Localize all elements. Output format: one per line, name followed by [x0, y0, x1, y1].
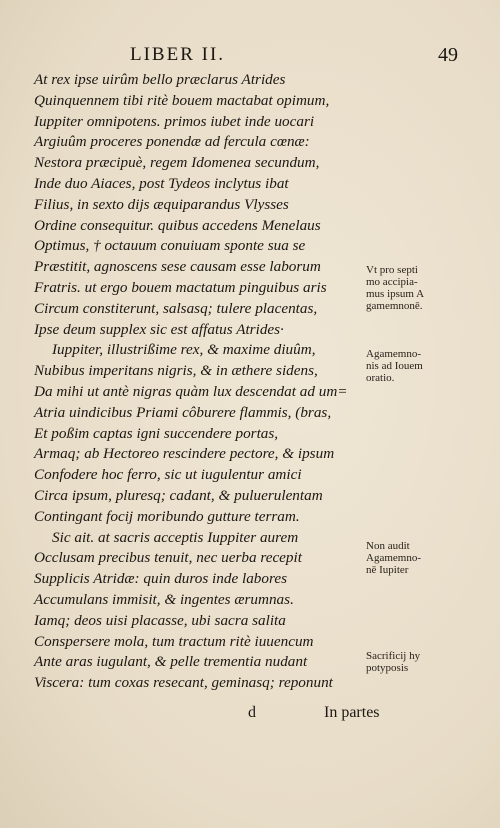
verse-line: Quinquennem tibi ritè bouem mactabat opimum,	[34, 91, 330, 109]
verse-line: Nubibus imperitans nigris, & in æthere sidens,	[34, 362, 318, 380]
signature-mark: d	[248, 704, 256, 721]
verse-line: Iuppiter omnipotens. primos iubet inde uocari	[34, 112, 315, 130]
verse-line: Inde duo Aiaces, post Tydeos inclytus ibat	[34, 174, 289, 192]
verse-line: Confodere hoc ferro, sic ut iugulentur amici	[34, 466, 302, 484]
verse-line: Conspersere mola, tum tractum ritè iuuencum	[34, 632, 314, 650]
verse-line: Atria uindicibus Priami côburere flammis, (bras,	[34, 403, 332, 421]
verse-line: Supplicis Atridæ: quin duros inde labores	[34, 570, 287, 588]
verse-line: Circum constiterunt, salsasq; tulere placentas,	[34, 299, 318, 317]
running-title: LIBER II.	[130, 44, 226, 65]
verse-line: Ipse deum supplex sic est affatus Atrides·	[34, 320, 284, 338]
verse-line: Optimus, † octauum conuiuam sponte sua se	[34, 237, 306, 255]
verse-line: Armaq; ab Hectoreo rescindere pectore, & ipsum	[34, 445, 335, 463]
page-header	[0, 44, 500, 70]
margin-note: Non audit Agamemno- nē Iupiter	[366, 540, 421, 576]
verse-line: Ordine consequitur. quibus accedens Menelaus	[34, 216, 321, 234]
verse-line: Argiuûm proceres ponendæ ad fercula cœnæ:	[34, 133, 310, 151]
verse-line: Præstitit, agnoscens sese causam esse laborum	[34, 258, 321, 276]
folio-number: 49	[438, 44, 458, 66]
verse-line: Nestora præcipuè, regem Idomenea secundum,	[34, 154, 320, 172]
verse-line: Iamq; deos uisi placasse, ubi sacra salita	[34, 611, 286, 629]
verse-line: Fratris. ut ergo bouem mactatum pinguibus aris	[34, 278, 327, 296]
verse-line: Accumulans immisit, & ingentes ærumnas.	[34, 590, 294, 608]
verse-line: Circa ipsum, pluresq; cadant, & puluerulentam	[34, 486, 323, 504]
verse-line: Filius, in sexto dijs æquiparandus Vlysses	[34, 195, 289, 213]
page-footer	[0, 704, 500, 728]
margin-note: Sacrificij hy potyposis	[366, 650, 421, 674]
verse-line: Occlusam precibus tenuit, nec uerba recepit	[34, 549, 302, 567]
verse-line: At rex ipse uirûm bello præclarus Atrides	[34, 71, 286, 88]
verse-line: Iuppiter, illustrißime rex, & maxime diuûm,	[52, 341, 316, 359]
verse-line: Ante aras iugulant, & pelle trementia nudant	[34, 653, 308, 671]
verse-line: Da mihi ut antè nigras quàm lux descendat ad um=	[34, 382, 348, 400]
margin-note: Agamemno- nis ad Iouem oratio.	[366, 348, 423, 384]
verse-line: Contingant focij moribundo gutture terram.	[34, 507, 300, 525]
verse-line: Et poßim captas igni succendere portas,	[34, 424, 279, 442]
verse-text	[34, 70, 364, 694]
catchword: In partes	[324, 704, 380, 721]
verse-line: Viscera: tum coxas resecant, geminasq; reponunt	[34, 674, 333, 692]
verse-line: Sic ait. at sacris acceptis Iuppiter aurem	[52, 528, 299, 546]
margin-note: Vt pro septi mo accipia- mus ipsum A gamemnonē.	[366, 264, 425, 312]
